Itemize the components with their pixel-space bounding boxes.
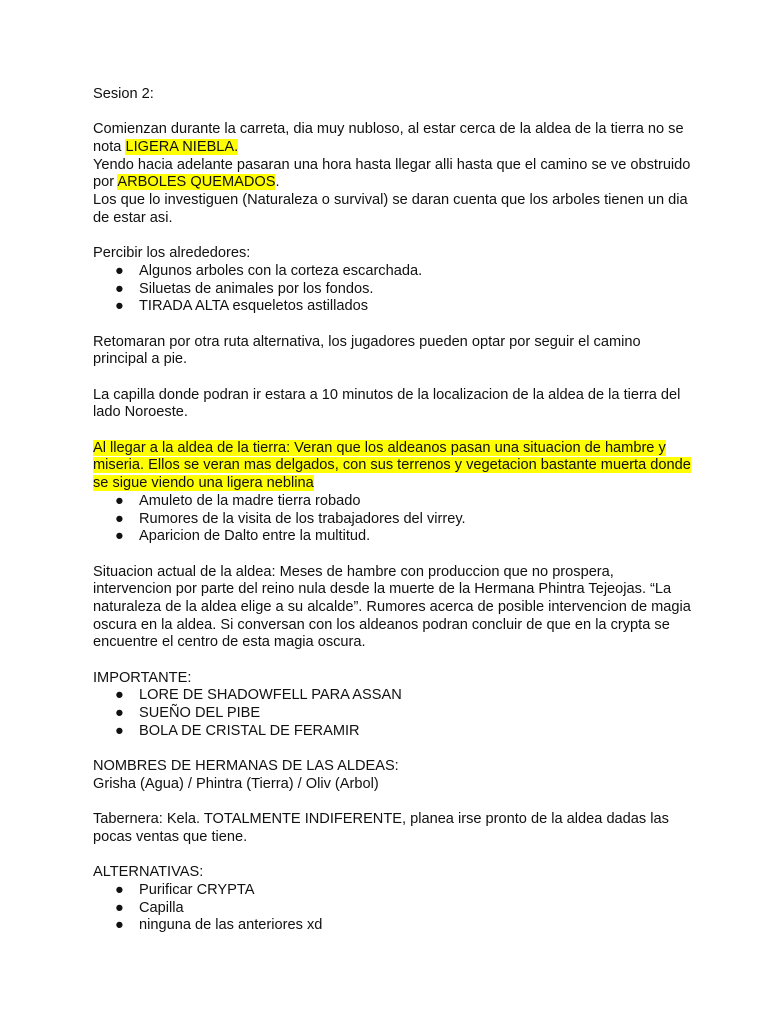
bullet-icon: ● — [115, 528, 124, 545]
paragraph — [93, 387, 683, 422]
text-run: por — [93, 174, 118, 191]
bullet-icon: ● — [115, 262, 124, 279]
bullet-list — [93, 882, 683, 935]
text-line: intervencion por parte del reino nula desde la muerte de la Hermana Phintra Tejeojas. “La — [93, 581, 672, 598]
intro-paragraph — [93, 121, 691, 227]
paragraph — [93, 334, 683, 369]
section-heading: NOMBRES DE HERMANAS DE LAS ALDEAS: — [93, 758, 399, 775]
paragraph — [93, 563, 691, 652]
text-line: Retomaran por otra ruta alternativa, los jugadores pueden optar por seguir el camino — [93, 333, 641, 350]
bullet-icon: ● — [115, 492, 124, 509]
bullet-icon: ● — [115, 899, 124, 916]
text-line: Comienzan durante la carreta, dia muy nubloso, al estar cerca de la aldea de la tierra no se — [93, 121, 684, 138]
bullet-icon: ● — [115, 510, 124, 527]
text-run: nota — [93, 139, 126, 156]
paragraph — [93, 811, 683, 846]
text-line: oscura en la aldea. Si conversan con los aldeanos podran concluir de que en la crypta se — [93, 616, 670, 633]
bullet-icon: ● — [115, 722, 124, 739]
section-heading: ALTERNATIVAS: — [93, 864, 204, 881]
list-item — [93, 705, 683, 723]
list-item — [93, 917, 683, 935]
text-line: Los que lo investiguen (Naturaleza o survival) se daran cuenta que los arboles tienen un dia — [93, 192, 688, 209]
text-line: principal a pie. — [93, 351, 188, 368]
bullet-icon: ● — [115, 687, 124, 704]
bullet-icon: ● — [115, 881, 124, 898]
list-item — [93, 493, 683, 511]
bullet-icon: ● — [115, 917, 124, 934]
text-line — [93, 174, 683, 192]
text-line: Tabernera: Kela. TOTALMENTE INDIFERENTE, planea irse pronto de la aldea dadas las — [93, 811, 669, 828]
highlighted-text: Al llegar a la aldea de la tierra: Veran que los aldeanos pasan una situacion de hambre y — [93, 439, 666, 456]
list-item-text: Aparicion de Dalto entre la multitud. — [139, 528, 371, 545]
text-line: Grisha (Agua) / Phintra (Tierra) / Oliv (Arbol) — [93, 775, 379, 792]
list-item — [93, 723, 683, 741]
highlighted-text: LIGERA NIEBLA. — [125, 139, 239, 156]
highlighted-text: se sigue viendo una ligera neblina — [93, 475, 314, 492]
list-item-text: Capilla — [139, 899, 184, 916]
list-item-text: Purificar CRYPTA — [139, 881, 255, 898]
list-item — [93, 528, 683, 546]
text-line: encuentre el centro de esta magia oscura. — [93, 634, 366, 651]
document-body — [93, 86, 691, 935]
list-item — [93, 882, 683, 900]
list-item-text: Algunos arboles con la corteza escarchada. — [139, 262, 423, 279]
list-item — [93, 263, 683, 281]
bullet-icon: ● — [115, 705, 124, 722]
list-item — [93, 281, 683, 299]
text-line — [93, 457, 691, 475]
list-item — [93, 900, 683, 918]
text-run: . — [275, 174, 280, 191]
text-line — [93, 139, 683, 157]
list-item-text: ninguna de las anteriores xd — [139, 917, 323, 934]
text-line — [93, 440, 683, 458]
text-line: de estar asi. — [93, 209, 173, 226]
list-item-text: BOLA DE CRISTAL DE FERAMIR — [139, 722, 360, 739]
bullet-list — [93, 493, 683, 546]
list-item-text: LORE DE SHADOWFELL PARA ASSAN — [139, 687, 402, 704]
text-line: naturaleza de la aldea elige a su alcalde”. Rumores acerca de posible intervencion de magia — [93, 598, 691, 615]
list-item-text: Siluetas de animales por los fondos. — [139, 280, 374, 297]
text-line: Yendo hacia adelante pasaran una hora hasta llegar alli hasta que el camino se ve obstruido — [93, 156, 691, 173]
list-item-text: SUEÑO DEL PIBE — [139, 705, 261, 722]
session-title: Sesion 2: — [93, 86, 154, 102]
list-item-text: Amuleto de la madre tierra robado — [139, 492, 361, 509]
bullet-icon: ● — [115, 298, 124, 315]
highlighted-text: ARBOLES QUEMADOS — [117, 174, 276, 191]
bullet-list — [93, 263, 683, 316]
text-line: lado Noroeste. — [93, 404, 188, 421]
text-line: Situacion actual de la aldea: Meses de hambre con produccion que no prospera, — [93, 563, 614, 580]
list-item-text: Rumores de la visita de los trabajadores del virrey. — [139, 510, 466, 527]
list-item-text: TIRADA ALTA esqueletos astillados — [139, 298, 369, 315]
section-heading: IMPORTANTE: — [93, 669, 192, 686]
bullet-list — [93, 687, 683, 740]
text-line: La capilla donde podran ir estara a 10 minutos de la localizacion de la aldea de la tierra del — [93, 386, 681, 403]
text-line — [93, 475, 683, 493]
list-item — [93, 298, 683, 316]
section-heading: Percibir los alrededores: — [93, 245, 251, 262]
highlighted-text: miseria. Ellos se veran mas delgados, con sus terrenos y vegetacion bastante muerta donde — [93, 457, 691, 474]
highlighted-paragraph — [93, 439, 691, 493]
list-item — [93, 687, 683, 705]
text-line: pocas ventas que tiene. — [93, 828, 248, 845]
list-item — [93, 511, 683, 529]
bullet-icon: ● — [115, 280, 124, 297]
